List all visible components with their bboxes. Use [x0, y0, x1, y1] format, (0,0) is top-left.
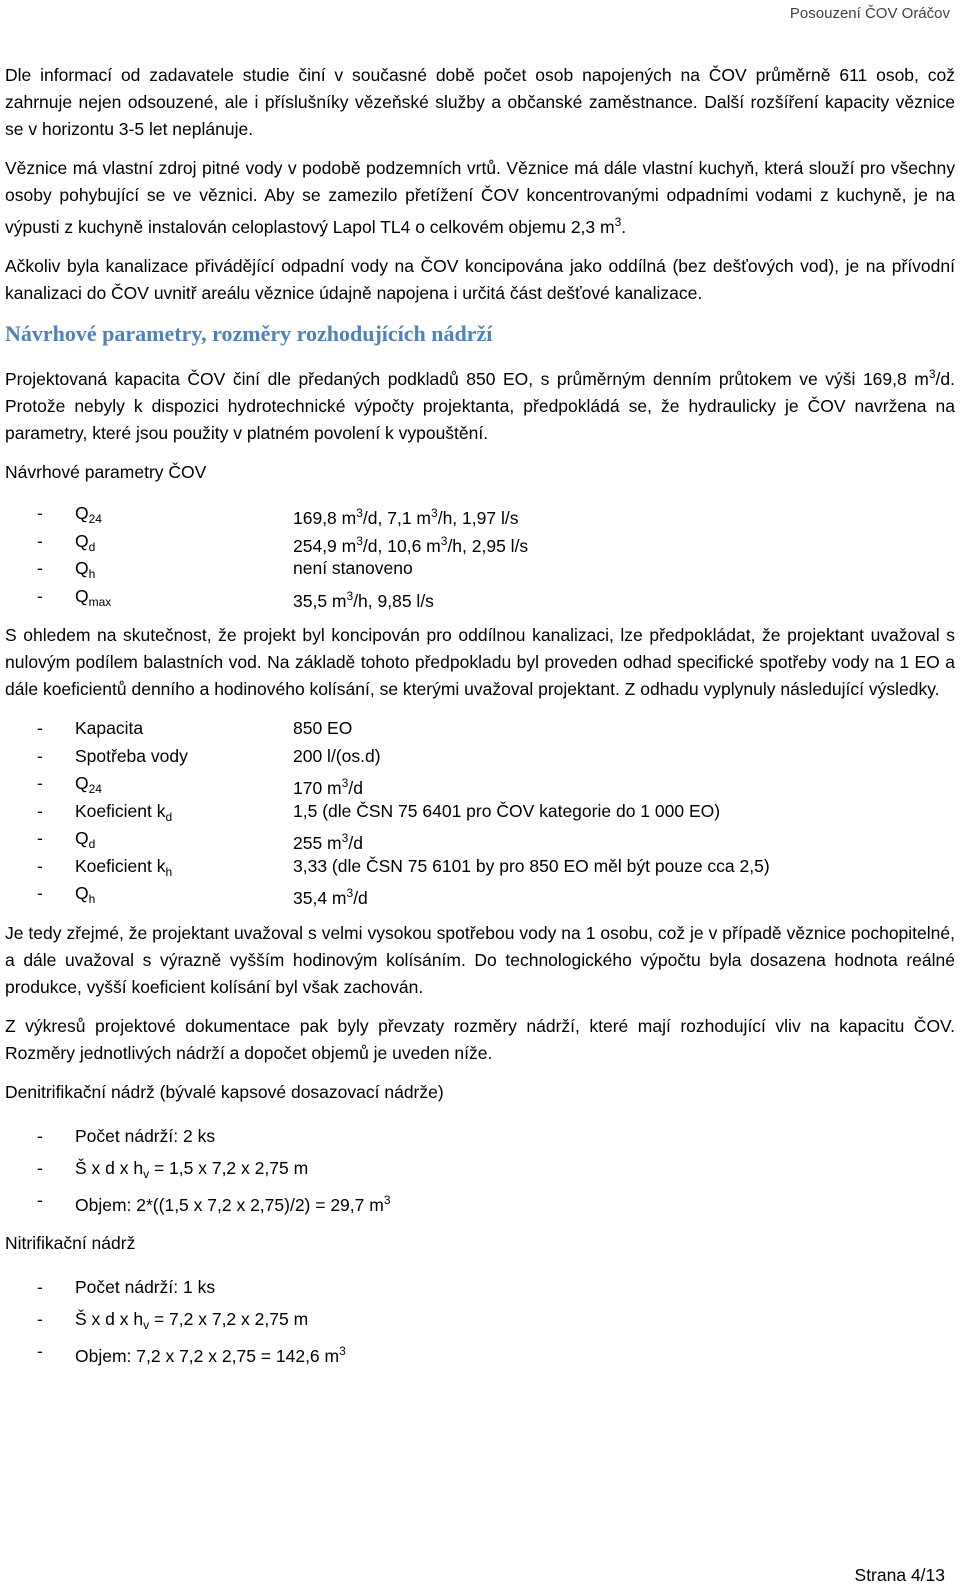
list-dash: -	[37, 1125, 43, 1146]
value-text: 170 m	[293, 778, 342, 798]
value-text: /h, 2,95 l/s	[447, 535, 529, 556]
value-text: 169,8 m	[293, 508, 357, 528]
item-text	[75, 1152, 308, 1184]
value-text: 35,4 m	[293, 888, 347, 908]
nitrification-list	[5, 1271, 955, 1367]
list-item	[5, 825, 955, 853]
param-value	[293, 583, 955, 611]
param-value: 850 EO	[293, 718, 353, 738]
subscript: d	[165, 809, 173, 824]
list-item	[5, 1120, 955, 1152]
key-text: Q	[75, 883, 89, 903]
list-item	[5, 1303, 955, 1335]
list-item	[5, 715, 955, 743]
key-text: Q	[75, 503, 89, 523]
nitrification-label: Nitrifikační nádrž	[5, 1232, 136, 1253]
denitrification-label: Denitrifikační nádrž (bývalé kapsové dosazovací nádrže)	[5, 1081, 444, 1102]
key-text: Q	[75, 558, 89, 578]
value-text: /d, 7,1 m	[362, 508, 432, 528]
estimates-list	[5, 715, 955, 908]
subscript: h	[165, 864, 173, 879]
key-text: Q	[75, 773, 89, 793]
param-value	[293, 880, 955, 908]
value-text: /h, 9,85 l/s	[353, 590, 434, 611]
item-text	[75, 1184, 391, 1216]
paragraph-text: Projektovaná kapacita ČOV činí dle předaných podkladů 850 EO, s průměrným denním průtokem ve výši 169,8 m	[5, 369, 929, 389]
value-text: 254,9 m	[293, 535, 357, 556]
value-text: /d, 10,6 m	[362, 535, 441, 556]
text: Š x d x h	[75, 1308, 144, 1329]
param-value	[293, 770, 955, 798]
list-item	[5, 500, 955, 528]
section-heading: Návrhové parametry, rozměry rozhodujících nádrží	[5, 321, 493, 346]
param-value	[293, 528, 955, 556]
design-params-list	[5, 500, 955, 610]
superscript: 3	[614, 215, 622, 229]
list-item	[5, 853, 955, 881]
page-header-title: Posouzení ČOV Oráčov	[789, 5, 950, 22]
list-item	[5, 880, 955, 908]
text: = 7,2 x 7,2 x 2,75 m	[149, 1308, 309, 1329]
superscript: 3	[339, 1343, 346, 1358]
value-text: /h, 1,97 l/s	[437, 508, 519, 528]
list-dash: -	[37, 1189, 43, 1210]
paragraph-occupancy: Dle informací od zadavatele studie činí v současné době počet osob napojených na ČOV průměrně 611 osob, což zahrnuje nejen odsouzené, ale i příslušníky vězeňské služby a občanské zaměstnance. Další rozšíření kapacity věznice se v horizontu 3-5 let neplánuje.	[5, 65, 955, 139]
param-key	[75, 880, 293, 908]
value-text: 35,5 m	[293, 590, 347, 611]
list-item	[5, 1152, 955, 1184]
text: = 1,5 x 7,2 x 2,75 m	[149, 1157, 309, 1178]
list-dash: -	[37, 503, 43, 523]
key-text: Q	[75, 585, 89, 606]
param-key: Spotřeba vody	[75, 745, 188, 766]
list-item	[5, 583, 955, 611]
list-dash: -	[37, 1308, 43, 1329]
subscript: v	[143, 1166, 150, 1181]
value-text: /d	[348, 778, 363, 798]
list-dash: -	[37, 745, 43, 766]
paragraph-text: /d. Protože nebyly k dispozici hydrotechnické výpočty projektanta, předpokládá se, že hydraulicky je ČOV navržena na parametry, které jsou použity v platném povolení k vypouštění.	[5, 369, 955, 443]
paragraph-estimate-intro: S ohledem na skutečnost, že projekt byl koncipován pro oddílnou kanalizaci, lze předpokládat, že projektant uvažoval s nulovým podílem balastních vod. Na základě tohoto předpokladu byl proveden odhad specifické spotřeby vody na 1 EO a dále koeficientů denního a hodinového kolísání, se kterými uvažoval projektant. Z odhadu vyplynuly následující výsledky.	[5, 625, 955, 699]
list-dash: -	[37, 1340, 43, 1361]
superscript: 3	[341, 776, 349, 790]
list-dash: -	[37, 530, 43, 551]
param-key	[75, 555, 293, 583]
list-item	[5, 1271, 955, 1303]
page-number: Strana 4/13	[854, 1565, 945, 1585]
item-text: Počet nádrží: 1 ks	[75, 1276, 216, 1297]
list-item	[5, 743, 955, 771]
subscript: d	[88, 539, 96, 554]
superscript: 3	[383, 1192, 391, 1207]
list-dash: -	[37, 828, 43, 848]
paragraph-water-source	[5, 155, 955, 241]
list-dash: -	[37, 883, 43, 903]
subscript: h	[88, 567, 96, 581]
subscript: max	[88, 594, 112, 609]
paragraph-text: Věznice má vlastní zdroj pitné vody v podobě podzemních vrtů. Věznice má dále vlastní kuchyň, která slouží pro všechny osoby pohybující se ve věznici. Aby se zamezilo přetížení ČOV koncentrovanými odpadními vodami z kuchyně, je na výpusti z kuchyně instalován celoplastový Lapol TL4 o celkovém objemu 2,3 m	[5, 158, 955, 237]
param-key	[75, 500, 293, 528]
param-key	[75, 528, 293, 556]
list-dash: -	[37, 585, 43, 606]
superscript: 3	[356, 533, 363, 548]
subscript: 24	[88, 512, 102, 526]
param-value: 3,33 (dle ČSN 75 6101 by pro 850 EO měl být pouze cca 2,5)	[293, 855, 770, 876]
param-value: není stanoveno	[293, 558, 413, 578]
paragraph-conclusion: Je tedy zřejmé, že projektant uvažoval s velmi vysokou spotřebou vody na 1 osobu, což je v případě věznice pochopitelné, a dále uvažoval s výrazně vyšším hodinovým kolísáním. Do technologického výpočtu byla dosazena hodnota reálné produkce, vyšší koeficient kolísání byl však zachován.	[5, 922, 955, 997]
key-text: Koeficient k	[75, 800, 166, 821]
superscript: 3	[356, 506, 363, 520]
list-dash: -	[37, 718, 43, 738]
subscript: 24	[88, 782, 102, 796]
item-text: Počet nádrží: 2 ks	[75, 1125, 216, 1146]
subscript: v	[143, 1317, 150, 1332]
paragraph-capacity	[5, 361, 955, 447]
document-body	[5, 62, 955, 1381]
param-key	[75, 853, 293, 881]
list-item	[5, 555, 955, 583]
list-dash: -	[37, 1157, 43, 1178]
text: Š x d x h	[75, 1157, 144, 1178]
text: Objem: 2*((1,5 x 7,2 x 2,75)/2) = 29,7 m	[75, 1194, 384, 1215]
param-key	[75, 825, 293, 853]
list-dash: -	[37, 855, 43, 876]
superscript: 3	[431, 506, 438, 520]
list-item	[5, 1184, 955, 1216]
list-item	[5, 528, 955, 556]
param-value	[293, 500, 955, 528]
paragraph-sewerage: Ačkoliv byla kanalizace přivádějící odpadní vody na ČOV koncipována jako oddílná (bez dešťových vod), je na přívodní kanalizaci do ČOV uvnitř areálu věznice údajně napojena i určitá část dešťové kanalizace.	[5, 256, 955, 303]
list-dash: -	[37, 558, 43, 578]
item-text	[75, 1335, 346, 1367]
param-key: Kapacita	[75, 718, 144, 738]
list-item	[5, 1335, 955, 1367]
superscript: 3	[440, 533, 448, 548]
list-item	[5, 798, 955, 826]
value-text: /d	[353, 888, 368, 908]
superscript: 3	[928, 367, 936, 381]
param-key	[75, 770, 293, 798]
list-dash: -	[37, 773, 43, 793]
param-value: 1,5 (dle ČSN 75 6401 pro ČOV kategorie do 1 000 EO)	[293, 800, 721, 821]
subscript: h	[88, 892, 96, 906]
superscript: 3	[341, 831, 349, 845]
subscript: d	[88, 837, 96, 851]
item-text	[75, 1303, 308, 1335]
param-value: 200 l/(os.d)	[293, 745, 381, 766]
paragraph-drawings: Z výkresů projektové dokumentace pak byly převzaty rozměry nádrží, které mají rozhodující vliv na kapacitu ČOV. Rozměry jednotlivých nádrží a dopočet objemů je uveden níže.	[5, 1015, 955, 1063]
paragraph-text: .	[621, 217, 627, 237]
key-text: Q	[75, 828, 89, 848]
list-dash: -	[37, 1276, 43, 1297]
value-text: 255 m	[293, 833, 342, 853]
list-dash: -	[37, 800, 43, 821]
list-item	[5, 770, 955, 798]
superscript: 3	[346, 886, 354, 900]
param-key	[75, 583, 293, 611]
param-key	[75, 798, 293, 826]
key-text: Q	[75, 530, 89, 551]
design-params-label: Návrhové parametry ČOV	[5, 462, 207, 482]
superscript: 3	[346, 588, 354, 603]
text: Objem: 7,2 x 7,2 x 2,75 = 142,6 m	[75, 1345, 340, 1366]
value-text: /d	[348, 833, 363, 853]
param-value	[293, 825, 955, 853]
key-text: Koeficient k	[75, 855, 166, 876]
denitrification-list	[5, 1120, 955, 1216]
